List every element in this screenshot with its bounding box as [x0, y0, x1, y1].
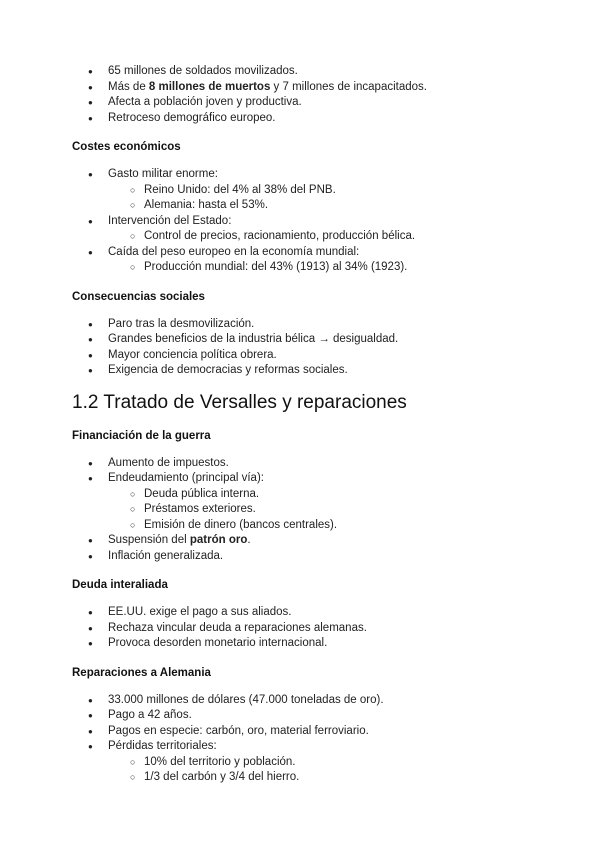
list-item: ● Provoca desorden monetario internacional. — [72, 636, 540, 652]
sub-list — [108, 260, 540, 276]
heading-reparaciones: Reparaciones a Alemania — [72, 666, 211, 679]
list-item: ● Exigencia de democracias y reformas sociales. — [72, 363, 540, 379]
list-item: ● Suspensión del patrón oro. — [72, 533, 540, 549]
heading-deuda: Deuda interaliada — [72, 579, 168, 591]
list-item: ● Pago a 42 años. — [72, 708, 540, 724]
sub-list-item: ○ Producción mundial: del 43% (1913) al 34% (1923). — [108, 260, 540, 276]
sub-list — [108, 487, 540, 534]
list-item: ● Aumento de impuestos. — [72, 456, 540, 472]
list-item: ● Grandes beneficios de la industria bélica → desigualdad. — [72, 332, 540, 348]
list-item: ● Pérdidas territoriales: ○ 10% del territorio y población. ○ 1/3 del carbón y 3/4 del hierro. — [72, 739, 540, 786]
list-item: ● Mayor conciencia política obrera. — [72, 348, 540, 364]
section-title: 1.2 Tratado de Versalles y reparaciones — [72, 391, 407, 413]
list-item: ● Gasto militar enorme: ○ Reino Unido: del 4% al 38% del PNB. ○ Alemania: hasta el 53%. — [72, 167, 540, 214]
sub-list — [108, 755, 540, 786]
sub-list — [108, 183, 540, 214]
heading-sociales: Consecuencias sociales — [72, 290, 205, 303]
bold-text: patrón oro — [189, 534, 248, 546]
intro-list — [72, 64, 540, 126]
list-item: ● 65 millones de soldados movilizados. — [72, 64, 540, 80]
deuda-list — [72, 605, 540, 652]
list-item: ● Pagos en especie: carbón, oro, material ferroviario. — [72, 724, 540, 740]
reparaciones-list — [72, 693, 540, 786]
list-item: ● Inflación generalizada. — [72, 549, 540, 565]
sub-list-item: ○ 10% del territorio y población. — [108, 755, 540, 771]
list-item: ● Intervención del Estado: ○ Control de precios, racionamiento, producción bélica. — [72, 214, 540, 245]
bold-text: 8 millones de muertos — [148, 80, 271, 93]
financiacion-list — [72, 456, 540, 565]
list-item: ● Endeudamiento (principal vía): ○ Deuda pública interna. ○ Préstamos exteriores. ○ Emisión de dinero (bancos centrales). — [72, 471, 540, 533]
list-item: ● Paro tras la desmovilización. — [72, 317, 540, 333]
sub-list-item: ○ Préstamos exteriores. — [108, 502, 540, 518]
list-item: ● Caída del peso europeo en la economía mundial: ○ Producción mundial: del 43% (1913) al 34% (1923). — [72, 245, 540, 276]
heading-financiacion: Financiación de la guerra — [72, 429, 211, 442]
list-item: ● Más de 8 millones de muertos y 7 millones de incapacitados. — [72, 80, 540, 96]
sub-list-item: ○ 1/3 del carbón y 3/4 del hierro. — [108, 770, 540, 786]
sociales-list — [72, 317, 540, 379]
sub-list-item: ○ Alemania: hasta el 53%. — [108, 198, 540, 214]
list-item: ● Afecta a población joven y productiva. — [72, 95, 540, 111]
sub-list-item: ○ Deuda pública interna. — [108, 487, 540, 503]
list-item: ● EE.UU. exige el pago a sus aliados. — [72, 605, 540, 621]
sub-list-item: ○ Control de precios, racionamiento, producción bélica. — [108, 229, 540, 245]
heading-costes: Costes económicos — [72, 141, 181, 153]
sub-list-item: ○ Reino Unido: del 4% al 38% del PNB. — [108, 183, 540, 199]
list-item: ● Retroceso demográfico europeo. — [72, 111, 540, 127]
list-item: ● 33.000 millones de dólares (47.000 toneladas de oro). — [72, 693, 540, 709]
costes-list — [72, 167, 540, 276]
sub-list-item: ○ Emisión de dinero (bancos centrales). — [108, 518, 540, 534]
sub-list — [108, 229, 540, 245]
list-item: ● Rechaza vincular deuda a reparaciones alemanas. — [72, 621, 540, 637]
